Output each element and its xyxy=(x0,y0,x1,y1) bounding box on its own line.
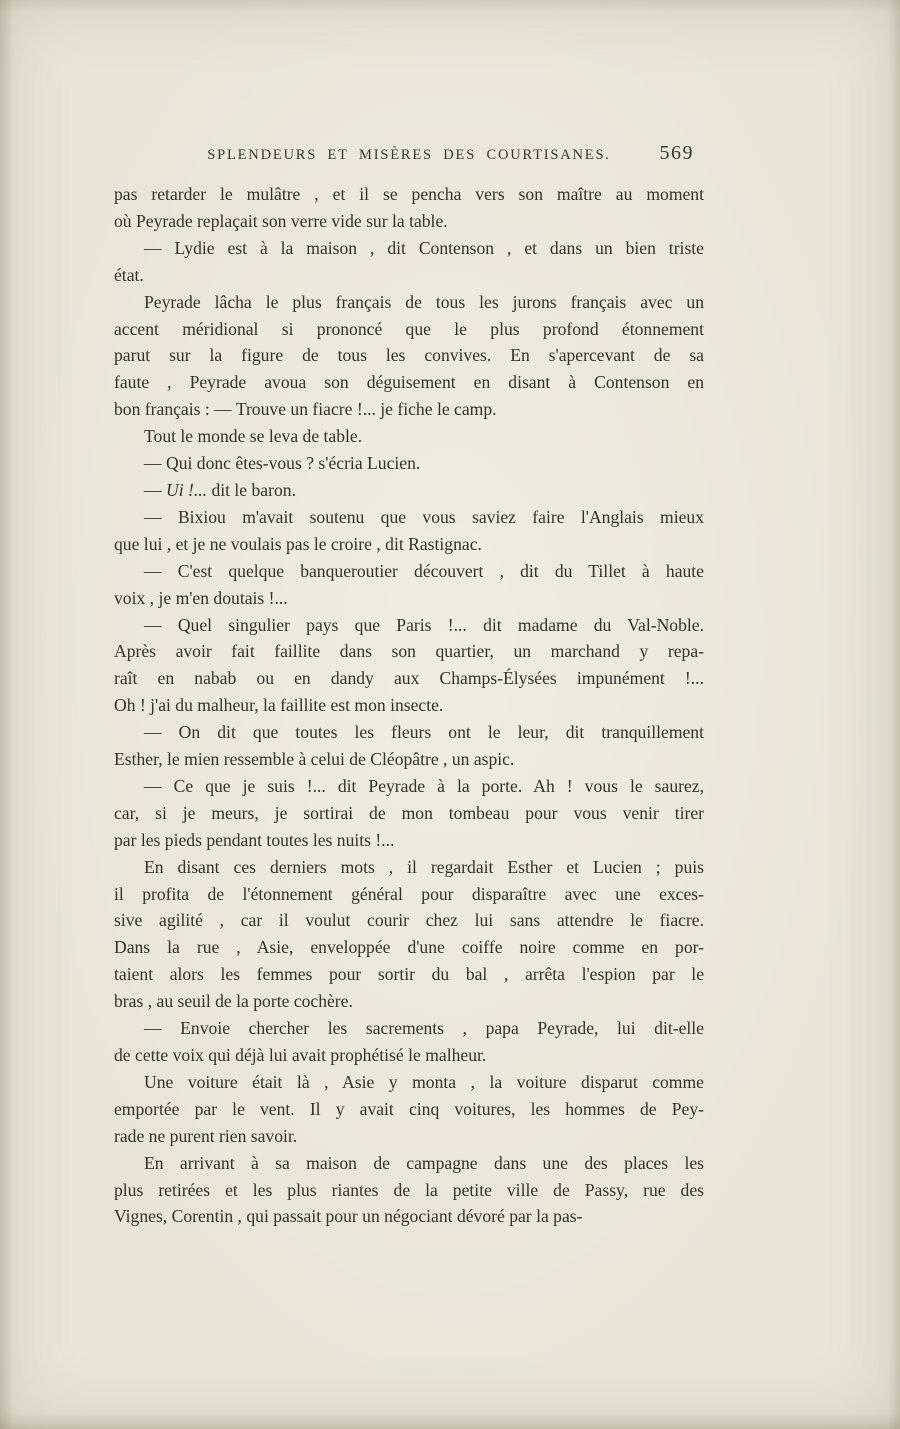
paragraph xyxy=(114,558,704,612)
text-line: voix , je m'en doutais !... xyxy=(114,587,288,608)
text-line: Tout le monde se leva de table. xyxy=(144,426,363,447)
text-line: Dans la rue , Asie, enveloppée d'une coiffe noire comme en por- xyxy=(114,937,704,958)
text-line: — Bixiou m'avait soutenu que vous saviez faire l'Anglais mieux xyxy=(144,506,704,527)
paragraph xyxy=(114,1069,704,1150)
paragraph xyxy=(114,854,704,1015)
text-line: que lui , et je ne voulais pas le croire , dit Rastignac. xyxy=(114,533,482,554)
text-line: de cette voix qui déjà lui avait prophétisé le malheur. xyxy=(114,1045,487,1065)
text-line: — On dit que toutes les fleurs ont le leur, dit tranquillement xyxy=(144,722,704,743)
text-line: état. xyxy=(114,264,144,285)
paragraph xyxy=(114,235,704,289)
text-line: — Qui donc êtes-vous ? s'écria Lucien. xyxy=(144,453,421,474)
text-line xyxy=(114,477,704,504)
text-line: où Peyrade replaçait son verre vide sur la table. xyxy=(114,210,448,231)
text-line: — Lydie est à la maison , dit Contenson , et dans un bien triste xyxy=(144,237,704,258)
paragraph xyxy=(114,181,704,235)
text-line: il profita de l'étonnement général pour disparaître avec une exces- xyxy=(114,883,704,904)
running-title: SPLENDEURS ET MISÈRES DES COURTISANES. xyxy=(207,147,611,163)
text-line: Esther, le mien ressemble à celui de Cléopâtre , un aspic. xyxy=(114,749,515,770)
text-line: raît en nabab ou en dandy aux Champs-Élysées impunément !... xyxy=(114,668,704,689)
text-line: Une voiture était là , Asie y monta , la voiture disparut comme xyxy=(144,1071,704,1092)
text-line: — Ce que je suis !... dit Peyrade à la porte. Ah ! vous le saurez, xyxy=(144,775,704,796)
text-line: emportée par le vent. Il y avait cinq voitures, les hommes de Pey- xyxy=(114,1098,704,1119)
text-line: — Quel singulier pays que Paris !... dit madame du Val-Noble. xyxy=(144,614,704,635)
text-line: En disant ces derniers mots , il regardait Esther et Lucien ; puis xyxy=(144,856,704,877)
paragraph xyxy=(114,289,704,424)
text-line: En arrivant à sa maison de campagne dans une des places les xyxy=(144,1152,704,1173)
text-line: plus retirées et les plus riantes de la petite ville de Passy, rue des xyxy=(114,1179,704,1200)
paragraph xyxy=(114,1015,704,1069)
paragraph xyxy=(114,773,704,854)
text-line: parut sur la figure de tous les convives. En s'apercevant de sa xyxy=(114,345,704,366)
paragraph xyxy=(114,1150,704,1231)
text-line: Oh ! j'ai du malheur, la faillite est mon insecte. xyxy=(114,695,444,716)
page-content xyxy=(114,143,704,1230)
text-line: — Envoie chercher les sacrements , papa Peyrade, lui dit-elle xyxy=(144,1018,704,1039)
paragraph xyxy=(114,719,704,773)
page-number: 569 xyxy=(659,142,694,164)
paragraph xyxy=(114,612,704,720)
text-line: sive agilité , car il voulut courir chez lui sans attendre le fiacre. xyxy=(114,910,704,931)
text-line: rade ne purent rien savoir. xyxy=(114,1125,298,1146)
text-line: accent méridional si prononcé que le plus profond étonnement xyxy=(114,318,704,339)
text-line: pas retarder le mulâtre , et il se pencha vers son maître au moment xyxy=(114,184,704,204)
text-block xyxy=(114,181,704,1230)
text-line: bras , au seuil de la porte cochère. xyxy=(114,991,353,1012)
paragraph xyxy=(114,423,704,450)
text-line: par les pieds pendant toutes les nuits !... xyxy=(114,829,395,850)
text-run: — xyxy=(144,479,166,500)
text-line: faute , Peyrade avoua son déguisement en disant à Contenson en xyxy=(114,372,704,393)
paragraph xyxy=(114,504,704,558)
text-run: dit le baron. xyxy=(207,479,296,500)
running-header xyxy=(114,143,704,167)
text-line: — C'est quelque banqueroutier découvert , dit du Tillet à haute xyxy=(144,560,704,581)
text-line: Après avoir fait faillite dans son quartier, un marchand y repa- xyxy=(114,641,704,662)
text-line: bon français : — Trouve un fiacre !... je fiche le camp. xyxy=(114,399,497,420)
paragraph xyxy=(114,477,704,504)
text-line: Vignes, Corentin , qui passait pour un négociant dévoré par la pas- xyxy=(114,1206,583,1227)
text-line: car, si je meurs, je sortirai de mon tombeau pour vous venir tirer xyxy=(114,802,704,823)
paragraph xyxy=(114,450,704,477)
italic-run: Ui !... xyxy=(166,479,208,500)
text-line: taient alors les femmes pour sortir du bal , arrêta l'espion par le xyxy=(114,964,704,985)
text-line: Peyrade lâcha le plus français de tous les jurons français avec un xyxy=(144,291,704,312)
